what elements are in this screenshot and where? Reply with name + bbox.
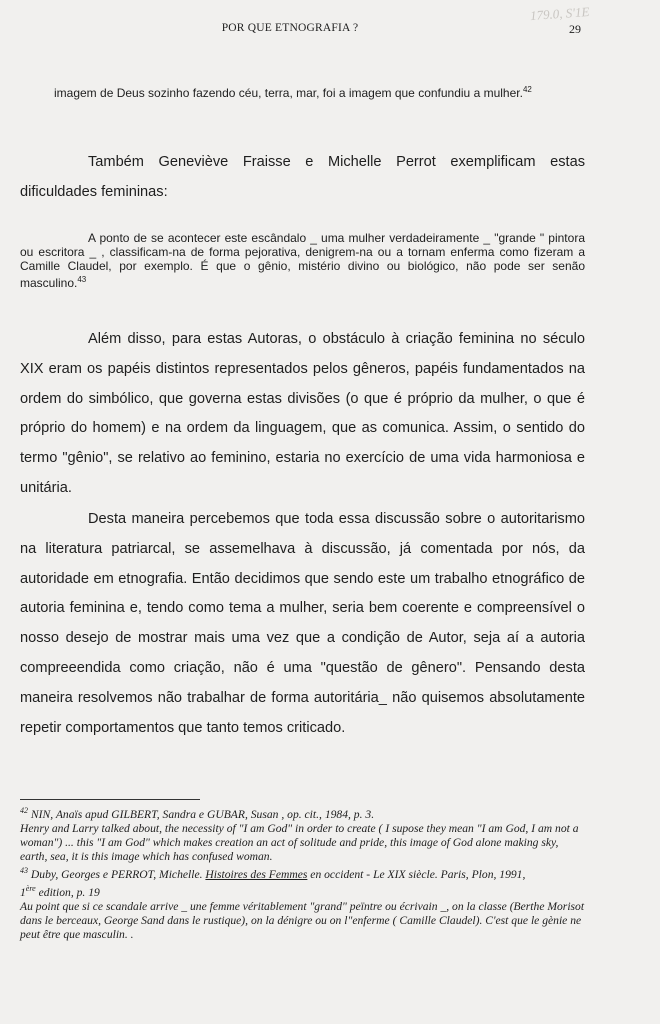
footnote-43-details: en occident - Le XIX siècle. Paris, Plon, 1991, [310,867,526,881]
footnote-43-edition-sup: ère [25,883,36,893]
footnotes [20,804,585,942]
footnote-ref-43: 43 [77,275,87,284]
paragraph-2-text: Além disso, para estas Autoras, o obstáculo à criação feminina no século XIX eram os papéis distintos representados pelos gêneros, papéis fundamentados na ordem do simbólico, que governa estas divisões (o que é próprio da mulher, o que é próprio do homem) e na ordem da linguagem, que as comunica. Assim, o sentido do termo "gênio", se relativo ao feminino, estaria no exercício de uma vida harmoniosa e unitária. [20,331,585,496]
block-quote-continued [54,83,554,100]
footnote-42-ref [20,804,585,822]
footnote-42-text: Henry and Larry talked about, the necessity of "I am God" in order to create ( I supose they mean "I am God, I am not a woman") ... this "I am God" which makes creation an act of solitude and pride, this image of God alone making sky, earth, sea, it is this image which has confused woman. [20,821,579,863]
paragraph-3 [20,505,585,743]
block-quote-text: imagem de Deus sozinho fazendo céu, terra, mar, foi a imagem que confundiu a mulher. [54,86,523,100]
footnote-43-ref [20,864,585,900]
paragraph-1-text: Também Geneviève Fraisse e Michelle Perrot exemplificam estas dificuldades femininas: [20,154,585,200]
paragraph-2 [20,325,585,504]
footnote-43-author: Duby, Georges e PERROT, Michelle. [30,867,203,881]
block-quote-text: A ponto de se acontecer este escândalo _ uma mulher verdadeiramente _ "grande " pintora ou escritora _ , classificam-na de forma pejorativa, denigrem-na ou a tornam enferma como fizeram a Camille Claudel, por exemplo. É que o gênio, mistério divino ou biológico, não pode ser senão masculino. [20,231,585,290]
footnote-42-mark: 42 [20,806,28,815]
paragraph-3-text: Desta maneira percebemos que toda essa discussão sobre o autoritarismo na literatura patriarcal, se assemelhava à discussão, já comentada por nós, da autoridade em etnografia. Então decidimos que sendo este um trabalho etnográfico de autoria feminina e, tendo como tema a mulher, seria bem coerente e compreensível o nosso desejo de mostrar mais uma vez que a condição de Autor, seja aí a autoria compreeendida como criação, não é uma "questão de gênero". Pensando desta maneira resolvemos não trabalhar de forma autoritária_ não quisemos absolutamente repetir comportamentos que tanto temos criticado. [20,511,585,736]
footnote-43-edition-number: 1 [20,885,26,899]
footnote-43-mark: 43 [20,865,28,875]
handwritten-archive-note: 179.0, S'1E [529,3,590,24]
running-header-title: POR QUE ETNOGRAFIA ? [221,22,359,34]
footnote-43-title: Histoires des Femmes [205,867,308,881]
footnote-ref-42: 42 [522,85,532,94]
footnote-43-edition: edition, p. 19 [38,885,100,899]
block-quote [20,231,585,290]
page-number: 29 [569,22,581,36]
paragraph-1 [20,148,585,208]
footnote-43-text: Au point que si ce scandale arrive _ une femme véritablement "grand" peïntre ou écrivain _, on la classe (Berthe Morisot dans le berceaux, George Sand dans le rustique), on la dénigre ou on l"enferme ( Camille Claudel). C'est que le gènie ne peut être que masculin. . [20,899,585,941]
footnote-42-citation: NIN, Anaïs apud GILBERT, Sandra e GUBAR, Susan , op. cit., 1984, p. 3. [30,807,375,821]
footnote-separator [20,799,200,800]
